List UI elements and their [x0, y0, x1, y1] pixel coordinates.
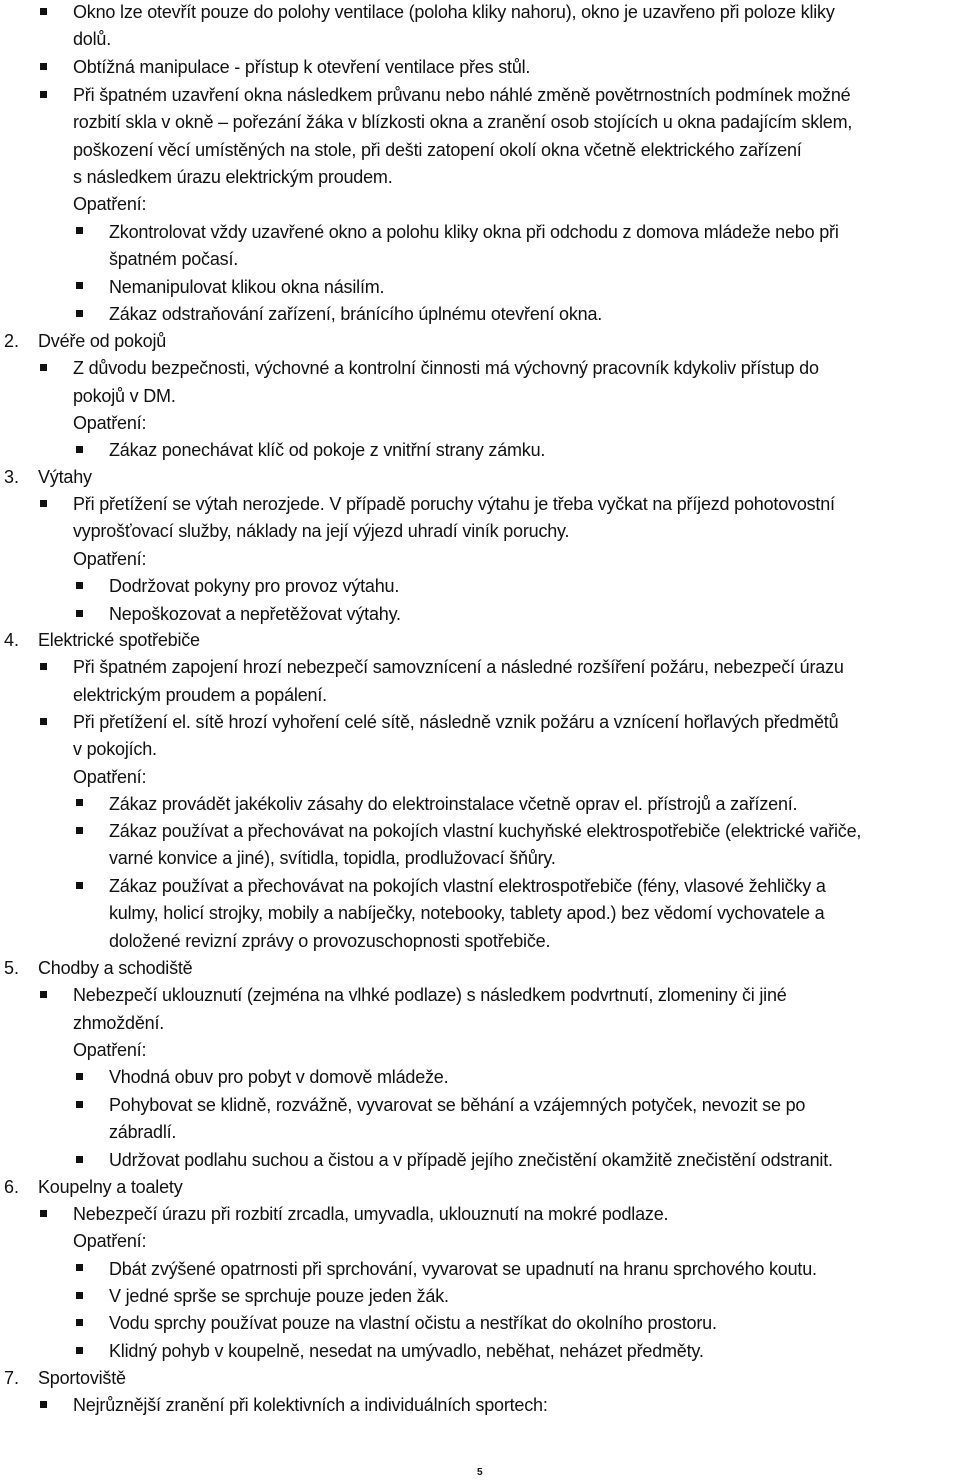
- section-heading: Chodby a schodiště: [38, 958, 193, 978]
- bullet-marker: [40, 1401, 47, 1408]
- bullet-marker: [40, 1210, 47, 1217]
- text-line: Zákaz odstraňování zařízení, bránícího úplnému otevření okna.: [109, 304, 603, 324]
- bullet-marker: [76, 1156, 83, 1163]
- text-line: Nejrůznější zranění při kolektivních a individuálních sportech:: [73, 1395, 548, 1415]
- text-line: Nepoškozovat a nepřetěžovat výtahy.: [109, 604, 401, 624]
- text-line: rozbití skla v okně – pořezání žáka v blízkosti okna a zranění osob stojících u okna padajícím sklem,: [73, 112, 853, 132]
- bullet-marker: [40, 991, 47, 998]
- text-line: Při přetížení se výtah nerozjede. V případě poruchy výtahu je třeba vyčkat na příjezd pohotovostní: [73, 494, 835, 514]
- text-line: Nebezpečí uklouznutí (zejména na vlhké podlaze) s následkem podvrtnutí, zlomeniny či jiné: [73, 985, 787, 1005]
- text-line: Okno lze otevřít pouze do polohy ventilace (poloha kliky nahoru), okno je uzavřeno při poloze kliky: [73, 2, 835, 22]
- bullet-marker: [76, 882, 83, 889]
- bullet-marker: [76, 282, 83, 289]
- bullet-marker: [40, 63, 47, 70]
- text-line: Zákaz ponechávat klíč od pokoje z vnitřní strany zámku.: [109, 440, 546, 460]
- text-line: Z důvodu bezpečnosti, výchovné a kontrolní činnosti má výchovný pracovník kdykoliv přístup do: [73, 358, 819, 378]
- text-line: špatném počasí.: [109, 249, 239, 269]
- text-line: doložené revizní zprávy o provozuschopnosti spotřebiče.: [109, 931, 551, 951]
- section-number: 4.: [4, 630, 20, 650]
- bullet-marker: [40, 718, 47, 725]
- bullet-marker: [76, 827, 83, 834]
- text-line: s následkem úrazu elektrickým proudem.: [73, 167, 393, 187]
- bullet-marker: [76, 1101, 83, 1108]
- measures-label: Opatření:: [73, 1231, 147, 1251]
- bullet-marker: [40, 8, 47, 15]
- text-line: Při špatném uzavření okna následkem průvanu nebo náhlé změně povětrnostních podmínek možné: [73, 85, 851, 105]
- text-line: Vhodná obuv pro pobyt v domově mládeže.: [109, 1067, 449, 1087]
- text-line: Zkontrolovat vždy uzavřené okno a polohu kliky okna při odchodu z domova mládeže nebo při: [109, 222, 839, 242]
- measures-label: Opatření:: [73, 1040, 147, 1060]
- section-heading: Výtahy: [38, 467, 92, 487]
- measures-label: Opatření:: [73, 767, 147, 787]
- text-line: zhmoždění.: [73, 1013, 165, 1033]
- text-line: Zákaz používat a přechovávat na pokojích vlastní elektrospotřebiče (fény, vlasové žehličky a: [109, 876, 826, 896]
- text-line: Zákaz provádět jakékoliv zásahy do elektroinstalace včetně oprav el. přístrojů a zařízení.: [109, 794, 798, 814]
- section-number: 7.: [4, 1368, 20, 1388]
- bullet-marker: [76, 1073, 83, 1080]
- text-line: Při špatném zapojení hrozí nebezpečí samovznícení a následné rozšíření požáru, nebezpečí úrazu: [73, 657, 844, 677]
- text-line: kulmy, holicí strojky, mobily a nabíječky, notebooky, tablety apod.) bez vědomí vychovatele a: [109, 903, 825, 923]
- text-line: Nebezpečí úrazu při rozbití zrcadla, umyvadla, uklouznutí na mokré podlaze.: [73, 1204, 669, 1224]
- bullet-marker: [40, 364, 47, 371]
- text-line: vyprošťovací služby, náklady na její výjezd uhradí viník poruchy.: [73, 521, 570, 541]
- page-number: 5: [477, 1467, 483, 1478]
- text-line: dolů.: [73, 29, 112, 49]
- bullet-marker: [40, 500, 47, 507]
- text-line: pokojů v DM.: [73, 386, 176, 406]
- text-line: Udržovat podlahu suchou a čistou a v případě jejího znečistění okamžitě znečistění odstranit.: [109, 1150, 833, 1170]
- bullet-marker: [76, 310, 83, 317]
- bullet-marker: [76, 1347, 83, 1354]
- section-number: 6.: [4, 1177, 20, 1197]
- text-line: Pohybovat se klidně, rozvážně, vyvarovat se běhání a vzájemných potyček, nevozit se po: [109, 1095, 806, 1115]
- text-line: V jedné sprše se sprchuje pouze jeden žák.: [109, 1286, 449, 1306]
- bullet-marker: [76, 1292, 83, 1299]
- text-line: Vodu sprchy používat pouze na vlastní očistu a nestříkat do okolního prostoru.: [109, 1313, 717, 1333]
- text-line: Zákaz používat a přechovávat na pokojích vlastní kuchyňské elektrospotřebiče (elektrické vařiče,: [109, 821, 862, 841]
- measures-label: Opatření:: [73, 549, 147, 569]
- text-line: Dodržovat pokyny pro provoz výtahu.: [109, 576, 400, 596]
- section-heading: Sportoviště: [38, 1368, 126, 1388]
- bullet-marker: [76, 1319, 83, 1326]
- section-number: 5.: [4, 958, 20, 978]
- section-number: 3.: [4, 467, 20, 487]
- text-line: poškození věcí umístěných na stole, při dešti zatopení okolí okna včetně elektrického zařízení: [73, 140, 802, 160]
- text-line: Při přetížení el. sítě hrozí vyhoření celé sítě, následně vznik požáru a vznícení hořlavých předmětů: [73, 712, 839, 732]
- bullet-marker: [76, 799, 83, 806]
- measures-label: Opatření:: [73, 413, 147, 433]
- text-line: v pokojích.: [73, 739, 157, 759]
- section-heading: Elektrické spotřebiče: [38, 630, 200, 650]
- section-number: 2.: [4, 331, 20, 351]
- text-line: zábradlí.: [109, 1122, 177, 1142]
- bullet-marker: [76, 1264, 83, 1271]
- section-heading: Dvéře od pokojů: [38, 331, 167, 351]
- bullet-marker: [40, 663, 47, 670]
- text-line: elektrickým proudem a popálení.: [73, 685, 327, 705]
- text-line: Dbát zvýšené opatrnosti při sprchování, vyvarovat se upadnutí na hranu sprchového koutu.: [109, 1259, 817, 1279]
- bullet-marker: [76, 227, 83, 234]
- text-line: Klidný pohyb v koupelně, nesedat na umývadlo, neběhat, neházet předměty.: [109, 1341, 704, 1361]
- bullet-marker: [76, 582, 83, 589]
- section-heading: Koupelny a toalety: [38, 1177, 183, 1197]
- text-line: Nemanipulovat klikou okna násilím.: [109, 277, 385, 297]
- bullet-marker: [40, 91, 47, 98]
- bullet-marker: [76, 446, 83, 453]
- measures-label: Opatření:: [73, 194, 147, 214]
- text-line: varné konvice a jiné), svítidla, topidla, prodlužovací šňůry.: [109, 848, 556, 868]
- text-line: Obtížná manipulace - přístup k otevření ventilace přes stůl.: [73, 57, 531, 77]
- bullet-marker: [76, 610, 83, 617]
